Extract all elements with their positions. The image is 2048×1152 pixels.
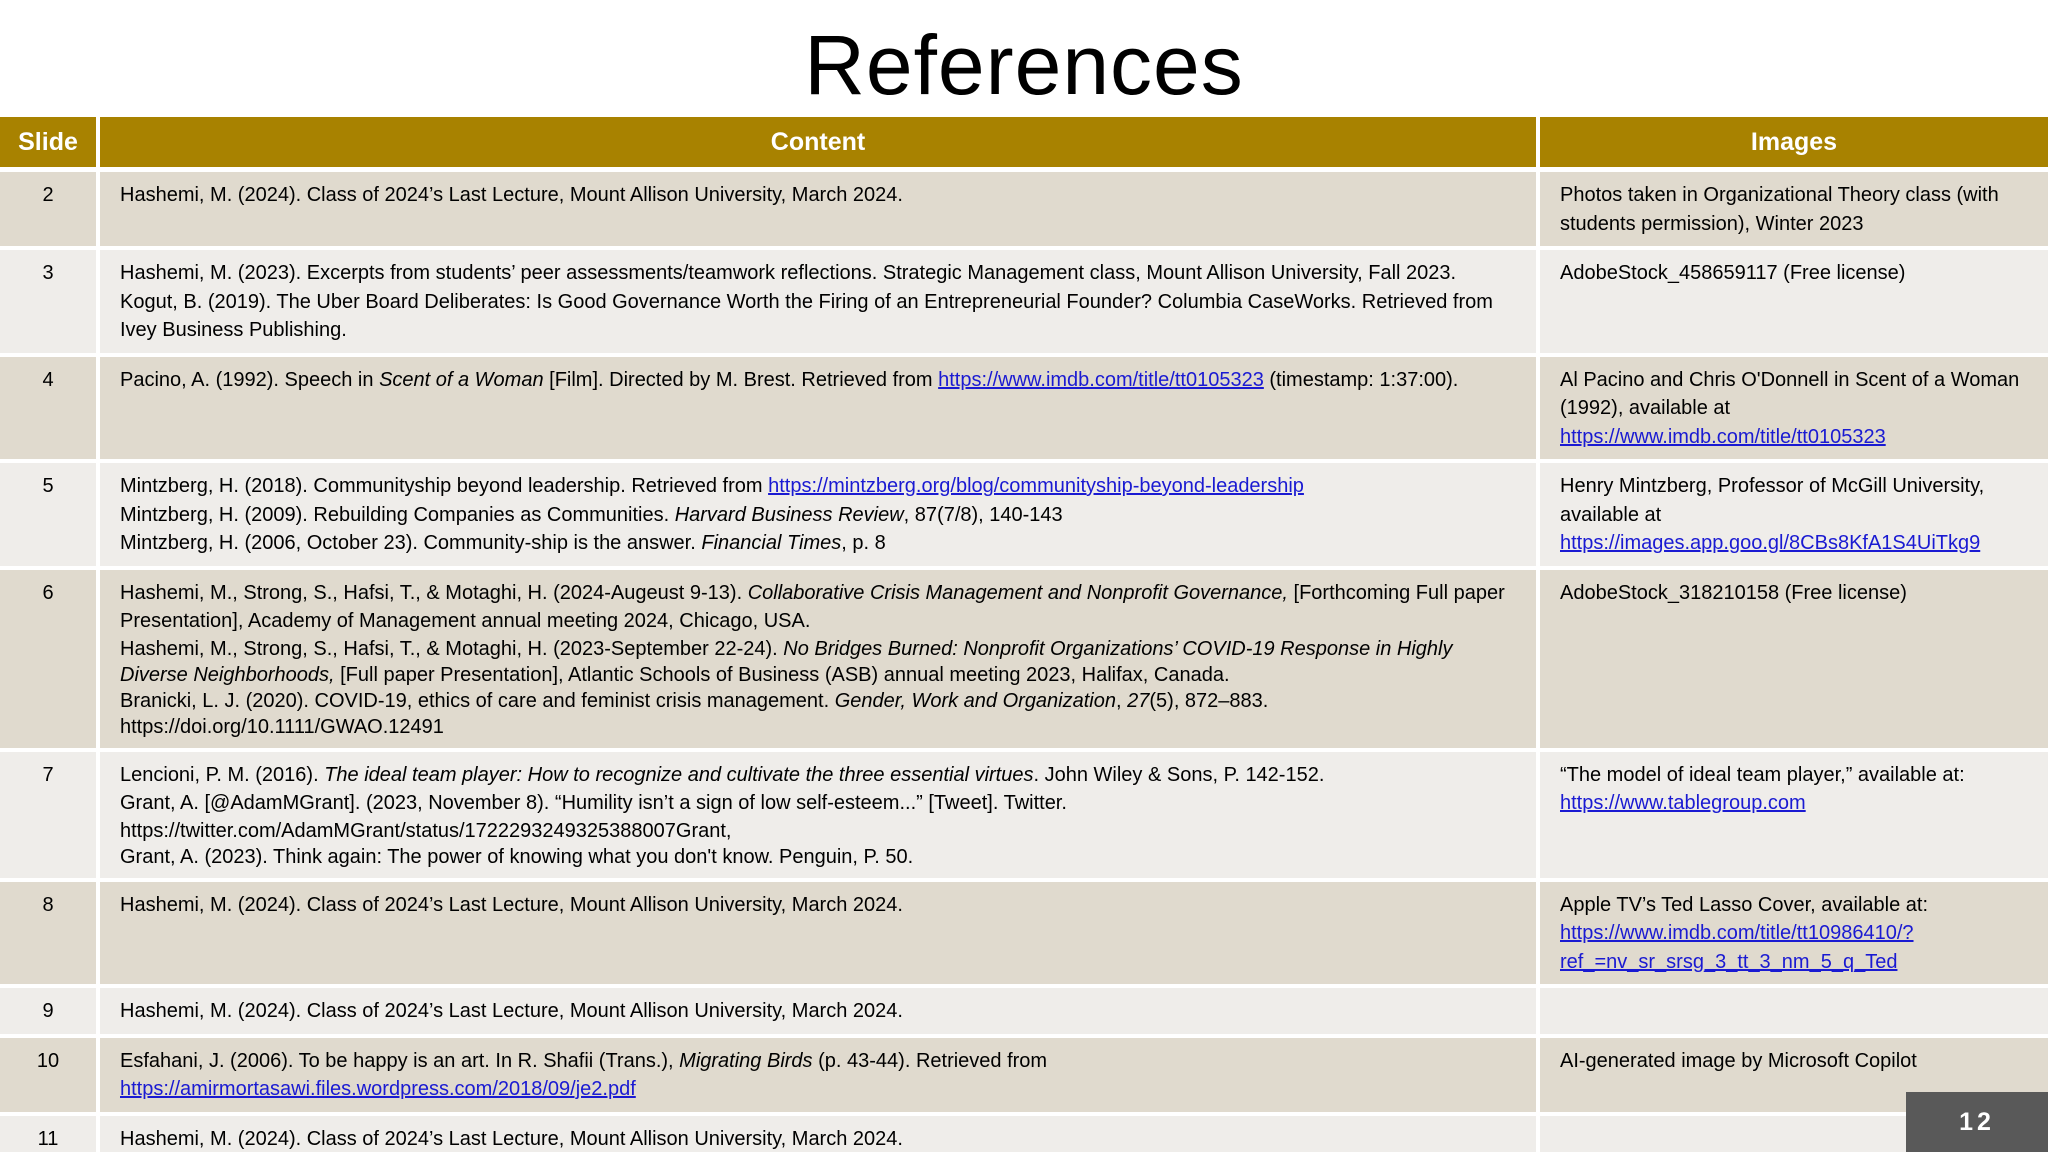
- reference-line: [120, 579, 1516, 636]
- content-cell: [96, 988, 1536, 1038]
- reference-text: Esfahani, J. (2006). To be happy is an art. In R. Shafii (Trans.),: [120, 1049, 680, 1072]
- content-cell: [96, 250, 1536, 357]
- images-cell: [1536, 882, 2048, 989]
- italic-text: The ideal team player: How to recognize and cultivate the three essential virtues: [324, 763, 1034, 786]
- reference-line: [120, 501, 1516, 530]
- images-cell: [1536, 988, 2048, 1038]
- table-row: [0, 463, 2048, 570]
- reference-text: Apple TV’s Ted Lasso Cover, available at:: [1560, 893, 1929, 916]
- reference-line: [1560, 789, 2028, 818]
- table-header-row: [0, 117, 2048, 172]
- page-number-badge: 12: [1906, 1092, 2048, 1152]
- reference-text: (5), 872–883. https://doi.org/10.1111/GWAO.12491: [120, 689, 1269, 738]
- reference-line: [120, 844, 1516, 870]
- slide-number-cell: 8: [0, 882, 96, 989]
- reference-text: [Film]. Directed by M. Brest. Retrieved from: [543, 368, 939, 391]
- reference-line: [120, 181, 1516, 210]
- reference-text: Hashemi, M. (2024). Class of 2024’s Last Lecture, Mount Allison University, March 2024.: [120, 184, 903, 206]
- reference-line: [120, 529, 1516, 558]
- reference-line: [120, 688, 1516, 740]
- reference-link[interactable]: https://www.imdb.com/title/tt0105323: [938, 368, 1264, 391]
- reference-link[interactable]: https://mintzberg.org/blog/communityship-beyond-leadership: [768, 475, 1304, 497]
- italic-text: Harvard Business Review: [674, 503, 904, 526]
- reference-line: [1560, 891, 2028, 920]
- italic-text: Migrating Birds: [679, 1049, 813, 1072]
- reference-line: [1560, 181, 2028, 238]
- reference-text: Mintzberg, H. (2018). Communityship beyond leadership. Retrieved from: [120, 475, 769, 497]
- reference-text: AdobeStock_458659117 (Free license): [1560, 262, 1906, 284]
- content-cell: [96, 882, 1536, 989]
- slide-number-cell: 11: [0, 1116, 96, 1152]
- reference-text: Branicki, L. J. (2020). COVID-19, ethics of care and feminist crisis management.: [120, 689, 835, 712]
- reference-link[interactable]: https://www.imdb.com/title/tt0105323: [1560, 425, 1886, 448]
- reference-line: [1560, 423, 2028, 452]
- images-cell: [1536, 463, 2048, 570]
- reference-line: [1560, 472, 2028, 529]
- content-cell: [96, 752, 1536, 882]
- content-cell: [96, 1116, 1536, 1152]
- reference-line: [120, 761, 1516, 790]
- table-row: [0, 752, 2048, 882]
- reference-text: Hashemi, M. (2024). Class of 2024’s Last Lecture, Mount Allison University, March 2024.: [120, 1000, 903, 1022]
- slide-number-cell: 3: [0, 250, 96, 357]
- content-cell: [96, 463, 1536, 570]
- reference-line: [120, 636, 1516, 688]
- reference-text: ,: [1116, 689, 1128, 712]
- content-cell: [96, 570, 1536, 752]
- slide-number-cell: 5: [0, 463, 96, 570]
- reference-line: [120, 288, 1516, 345]
- reference-line: [120, 789, 1516, 818]
- reference-text: (p. 43-44). Retrieved from: [812, 1049, 1048, 1072]
- slide-number-cell: 4: [0, 357, 96, 464]
- table-row: [0, 988, 2048, 1038]
- reference-line: [1560, 259, 2028, 288]
- reference-line: [120, 366, 1516, 395]
- slide-number-cell: 9: [0, 988, 96, 1038]
- reference-link[interactable]: https://images.app.goo.gl/8CBs8KfA1S4UiTkg9: [1560, 532, 1981, 554]
- images-cell: [1536, 570, 2048, 752]
- reference-line: [120, 818, 1516, 844]
- table-row: [0, 172, 2048, 250]
- italic-text: 27: [1127, 689, 1150, 712]
- table-row: [0, 1116, 2048, 1152]
- reference-line: [120, 472, 1516, 501]
- italic-text: Gender, Work and Organization: [834, 689, 1116, 712]
- reference-line: [1560, 1047, 2028, 1076]
- content-cell: [96, 1038, 1536, 1116]
- header-content: Content: [96, 117, 1536, 172]
- reference-text: (timestamp: 1:37:00).: [1263, 368, 1459, 391]
- reference-line: [1560, 761, 2028, 790]
- table-body: [0, 172, 2048, 1152]
- italic-text: Scent of a Woman: [379, 368, 544, 391]
- table-row: [0, 1038, 2048, 1116]
- reference-text: https://twitter.com/AdamMGrant/status/1722293249325388007Grant,: [120, 819, 732, 842]
- table-row: [0, 882, 2048, 989]
- references-table: [0, 117, 2048, 1152]
- reference-line: [120, 1125, 1516, 1152]
- reference-text: Grant, A. [@AdamMGrant]. (2023, November 8). “Humility isn’t a sign of low self-esteem...” [Tweet]. Twitter.: [120, 792, 1067, 814]
- header-slide: Slide: [0, 117, 96, 172]
- reference-text: Pacino, A. (1992). Speech in: [120, 368, 380, 391]
- slide-number-cell: 10: [0, 1038, 96, 1116]
- italic-text: Collaborative Crisis Management and Nonprofit Governance,: [747, 581, 1288, 604]
- content-cell: [96, 357, 1536, 464]
- reference-text: “The model of ideal team player,” available at:: [1560, 763, 1965, 786]
- reference-text: Photos taken in Organizational Theory class (with students permission), Winter 2023: [1560, 184, 1999, 235]
- table-row: [0, 357, 2048, 464]
- reference-text: Lencioni, P. M. (2016).: [120, 763, 325, 786]
- reference-line: [1560, 579, 2028, 608]
- slide-number-cell: 2: [0, 172, 96, 250]
- header-images: Images: [1536, 117, 2048, 172]
- reference-line: [120, 891, 1516, 920]
- reference-text: , p. 8: [841, 532, 886, 554]
- reference-text: Mintzberg, H. (2009). Rebuilding Companies as Communities.: [120, 503, 675, 526]
- reference-text: Hashemi, M., Strong, S., Hafsi, T., & Motaghi, H. (2023-September 22-24).: [120, 637, 784, 660]
- reference-text: Grant, A. (2023). Think again: The power of knowing what you don't know. Penguin, P. 50.: [120, 845, 914, 868]
- table-row: [0, 570, 2048, 752]
- reference-text: AdobeStock_318210158 (Free license): [1560, 581, 1907, 604]
- reference-text: . John Wiley & Sons, P. 142-152.: [1033, 763, 1325, 786]
- reference-text: Henry Mintzberg, Professor of McGill University, available at: [1560, 475, 1985, 526]
- reference-line: [1560, 366, 2028, 423]
- reference-line: [120, 997, 1516, 1026]
- reference-line: [1560, 529, 2028, 558]
- reference-text: Hashemi, M. (2024). Class of 2024’s Last Lecture, Mount Allison University, March 2024.: [120, 1127, 903, 1150]
- reference-line: [120, 259, 1516, 288]
- reference-text: [Full paper Presentation], Atlantic Schools of Business (ASB) annual meeting 2023, Halifax, Canada.: [334, 663, 1230, 686]
- reference-text: AI-generated image by Microsoft Copilot: [1560, 1049, 1917, 1072]
- slide-number-cell: 7: [0, 752, 96, 882]
- reference-text: Hashemi, M., Strong, S., Hafsi, T., & Motaghi, H. (2024-Augeust 9-13).: [120, 581, 748, 604]
- images-cell: [1536, 172, 2048, 250]
- reference-link[interactable]: https://www.tablegroup.com: [1560, 792, 1806, 814]
- reference-text: Hashemi, M. (2024). Class of 2024’s Last Lecture, Mount Allison University, March 2024.: [120, 893, 903, 916]
- reference-text: Al Pacino and Chris O'Donnell in Scent of a Woman (1992), available at: [1560, 368, 2020, 419]
- images-cell: [1536, 357, 2048, 464]
- reference-link[interactable]: https://amirmortasawi.files.wordpress.com/2018/09/je2.pdf: [120, 1078, 636, 1100]
- reference-text: Kogut, B. (2019). The Uber Board Deliberates: Is Good Governance Worth the Firing of an Entrepreneurial Founder? Columbia CaseWorks. Retrieved from Ivey Business Publishing.: [120, 290, 1493, 341]
- images-cell: [1536, 250, 2048, 357]
- reference-text: , 87(7/8), 140-143: [903, 503, 1063, 526]
- reference-line: [120, 1047, 1516, 1104]
- reference-text: [Forthcoming Full paper Presentation], Academy of Management annual meeting 2024, Chicago, USA.: [120, 581, 1505, 632]
- italic-text: No Bridges Burned: Nonprofit Organizations’ COVID-19 Response in Highly Diverse Neighborhoods,: [120, 637, 1453, 686]
- slide-number-cell: 6: [0, 570, 96, 752]
- reference-text: Hashemi, M. (2023). Excerpts from students’ peer assessments/teamwork reflections. Strategic Management class, Mount Allison University, Fall 2023.: [120, 262, 1457, 284]
- content-cell: [96, 172, 1536, 250]
- reference-line: [1560, 919, 2028, 976]
- table-row: [0, 250, 2048, 357]
- reference-text: Mintzberg, H. (2006, October 23). Community-ship is the answer.: [120, 532, 702, 554]
- images-cell: [1536, 752, 2048, 882]
- page-title: References: [804, 18, 1244, 112]
- italic-text: Financial Times: [701, 532, 842, 554]
- reference-link[interactable]: https://www.imdb.com/title/tt10986410/?ref_=nv_sr_srsg_3_tt_3_nm_5_q_Ted: [1560, 922, 1914, 973]
